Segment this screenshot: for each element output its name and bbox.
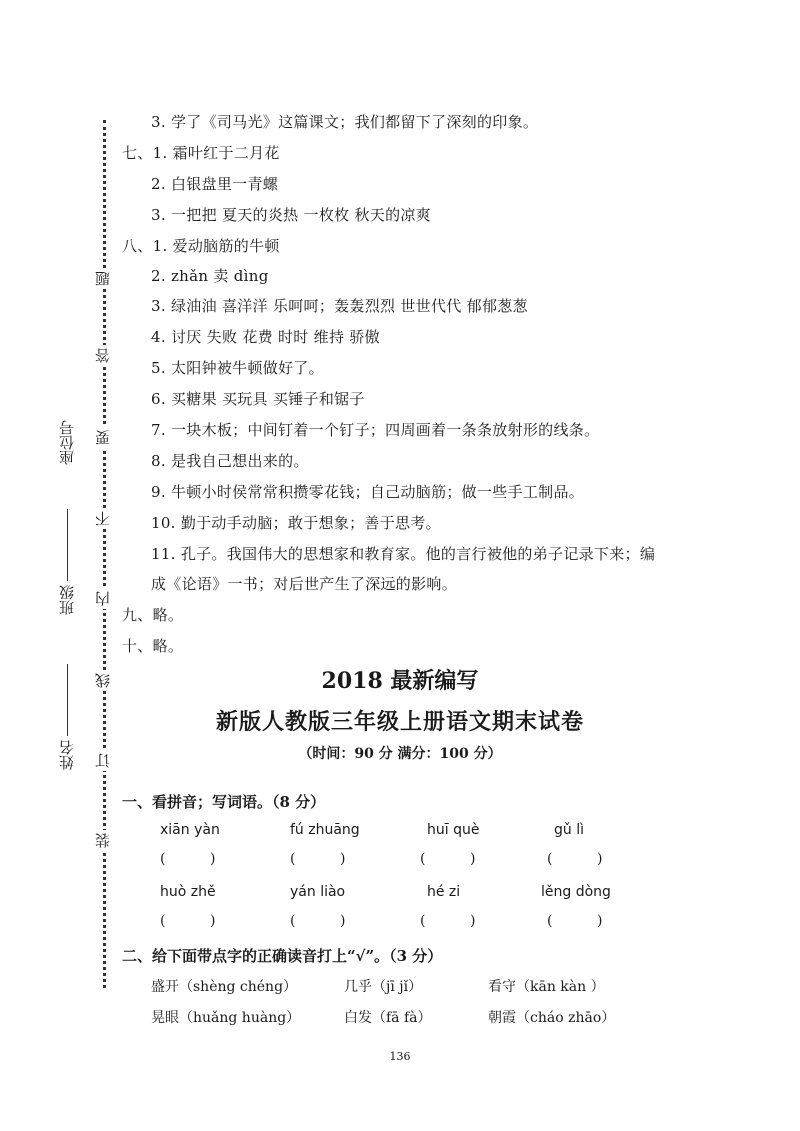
answer-line: 2. 白银盘里一青螺 xyxy=(151,175,279,193)
reading-choice[interactable]: 白发（fā fà） xyxy=(344,1010,432,1026)
exam-title: 新版人教版三年级上册语文期末试卷 xyxy=(215,709,584,735)
pinyin-prompt: huī què xyxy=(427,822,480,838)
answer-blank[interactable]: ( ) xyxy=(547,913,603,929)
answer-line: 6. 买糖果 买玩具 买锤子和锯子 xyxy=(151,390,365,408)
class-field xyxy=(60,505,75,615)
answer-line: 九、略。 xyxy=(122,606,184,624)
answer-blank[interactable]: ( ) xyxy=(420,851,476,867)
binding-char-bu: 不 xyxy=(96,508,111,529)
answer-line: 9. 牛顿小时侯常常积攒零花钱；自己动脑筋；做一些手工制品。 xyxy=(151,483,585,501)
reading-choice[interactable]: 晃眼（huǎng huàng） xyxy=(151,1010,301,1026)
reading-choice[interactable]: 几乎（jī jǐ） xyxy=(344,979,423,995)
pinyin-prompt: huò zhě xyxy=(160,884,216,900)
binding-dotted-line xyxy=(103,120,106,988)
answer-line: 5. 太阳钟被牛顿做好了。 xyxy=(151,359,324,377)
binding-char-da: 答 xyxy=(96,345,111,366)
answer-blank[interactable]: ( ) xyxy=(420,913,476,929)
answer-line: 八、1. 爱动脑筋的牛顿 xyxy=(122,237,280,255)
pinyin-prompt: lěng dòng xyxy=(541,884,611,900)
answer-line: 11. 孔子。我国伟大的思想家和教育家。他的言行被他的弟子记录下来；编 xyxy=(151,545,656,563)
answer-line: 七、1. 霜叶红于二月花 xyxy=(122,144,280,162)
reading-choice[interactable]: 看守（kān kàn ） xyxy=(488,979,605,995)
answer-blank[interactable]: ( ) xyxy=(290,851,346,867)
section-2-heading: 二、给下面带点字的正确读音打上“√”。（3 分） xyxy=(122,947,443,965)
answer-line: 3. 一把把 夏天的炎热 一枚枚 秋天的凉爽 xyxy=(151,206,431,224)
binding-char-nei: 内 xyxy=(96,588,111,609)
page-number: 136 xyxy=(389,1050,411,1063)
exam-subtitle: （时间：90 分 满分：100 分） xyxy=(298,746,502,762)
binding-char-yao: 要 xyxy=(96,427,111,448)
answer-line: 成《论语》一书；对后世产生了深远的影响。 xyxy=(151,575,458,593)
answer-line: 3. 绿油油 喜洋洋 乐呵呵；轰轰烈烈 世世代代 郁郁葱葱 xyxy=(151,297,528,315)
reading-choice[interactable]: 朝霞（cháo zhāo） xyxy=(488,1010,616,1026)
section-1-heading: 一、看拼音；写词语。（8 分） xyxy=(122,793,326,811)
exam-title-year: 2018 最新编写 xyxy=(321,668,479,694)
answer-blank[interactable]: ( ) xyxy=(547,851,603,867)
answer-line: 4. 讨厌 失败 花费 时时 维持 骄傲 xyxy=(151,328,380,346)
answer-line: 8. 是我自己想出来的。 xyxy=(151,452,309,470)
answer-blank[interactable]: ( ) xyxy=(290,913,346,929)
class-blank[interactable] xyxy=(67,509,69,581)
binding-char-ding: 订 xyxy=(96,750,111,771)
answer-line: 十、略。 xyxy=(122,637,184,655)
pinyin-prompt: fú zhuāng xyxy=(290,822,360,838)
reading-choice[interactable]: 盛开（shèng chéng） xyxy=(151,979,298,995)
pinyin-prompt: gǔ lì xyxy=(554,822,584,838)
answer-blank[interactable]: ( ) xyxy=(160,913,216,929)
answer-line: 7. 一块木板；中间钉着一个钉子；四周画着一条条放射形的线条。 xyxy=(151,421,600,439)
answer-line: 3. 学了《司马光》这篇课文；我们都留下了深刻的印象。 xyxy=(151,113,539,131)
pinyin-prompt: hé zi xyxy=(427,884,461,900)
pinyin-prompt: yán liào xyxy=(290,884,346,900)
binding-char-ti: 题 xyxy=(96,268,111,289)
answer-line: 2. zhǎn 卖 dìng xyxy=(151,267,269,285)
name-label: 姓名 xyxy=(58,740,76,770)
class-label: 班级 xyxy=(58,585,76,615)
seat-number-label: 座位号 xyxy=(58,420,76,465)
answer-line: 10. 勤于动手动脑；敢于想象；善于思考。 xyxy=(151,514,441,532)
answer-blank[interactable]: ( ) xyxy=(160,851,216,867)
seat-number-field xyxy=(60,420,75,465)
pinyin-prompt: xiān yàn xyxy=(160,822,220,838)
binding-char-xian: 线 xyxy=(96,670,111,691)
binding-char-zhuang: 装 xyxy=(96,830,111,851)
